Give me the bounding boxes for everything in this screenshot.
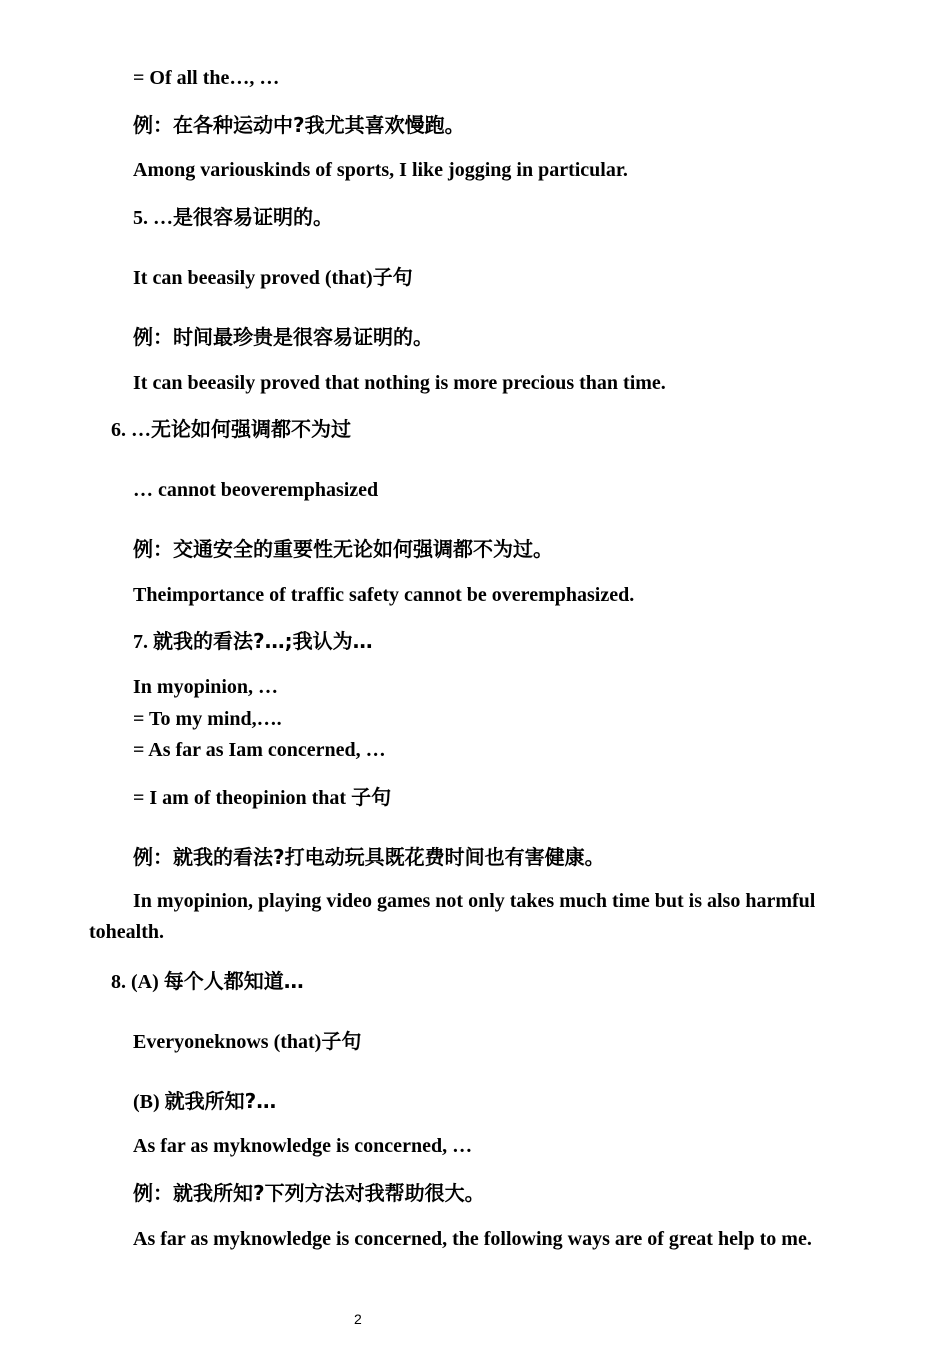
item-heading-5 (133, 205, 333, 230)
example-heading (133, 845, 605, 869)
text-run: 例：就我的看法?打电动玩具既花费时间也有害健康。 (133, 845, 605, 869)
item-heading-6 (111, 417, 351, 442)
text-run: It can beeasily proved (that) (133, 267, 373, 289)
text-run: In myopinion, … (133, 676, 279, 698)
item-number: 7. (133, 631, 153, 653)
text-run-cjk: 子句 (321, 1029, 362, 1053)
text-run: = Of all the…, … (133, 67, 280, 89)
text-run: … cannot beoveremphasized (133, 479, 379, 501)
text-run: = To my mind,…. (133, 708, 282, 730)
item-heading-7 (133, 629, 373, 654)
text-line (133, 675, 278, 699)
text-paragraph (89, 886, 889, 948)
text-run: 例：交通安全的重要性无论如何强调都不为过。 (133, 537, 553, 561)
item-heading-8 (111, 969, 304, 994)
text-run: 例：在各种运动中?我尤其喜欢慢跑。 (133, 113, 465, 137)
item-number: (B) (133, 1091, 165, 1113)
example-heading (133, 1181, 485, 1205)
text-run: = I am of theopinion that (133, 787, 352, 809)
example-heading (133, 113, 465, 137)
text-run: As far as myknowledge is concerned, the following ways are of great help to me. (133, 1228, 812, 1250)
text-line (133, 371, 666, 395)
text-line (133, 158, 628, 182)
text-line (133, 707, 282, 731)
text-line (133, 478, 378, 502)
item-title: 每个人都知道… (163, 969, 304, 993)
text-line (133, 1134, 472, 1158)
text-run-cjk: 子句 (372, 265, 413, 289)
item-number: 6. … (111, 419, 151, 441)
item-title: 就我所知?… (164, 1089, 277, 1113)
page-number: 2 (354, 1311, 362, 1327)
item-title: 就我的看法?…;我认为… (153, 629, 373, 653)
example-heading (133, 537, 553, 561)
text-run: In myopinion, playing video games not only takes much time but is also harmful tohealth. (89, 890, 816, 943)
text-run: 例：就我所知?下列方法对我帮助很大。 (133, 1181, 485, 1205)
text-run: Theimportance of traffic safety cannot be overemphasized. (133, 584, 635, 606)
text-line (133, 738, 386, 762)
text-line (133, 785, 391, 810)
text-line (133, 1227, 812, 1251)
text-run: = As far as Iam concerned, … (133, 739, 386, 761)
text-run: 例：时间最珍贵是很容易证明的。 (133, 325, 433, 349)
text-run-cjk: 子句 (351, 785, 392, 809)
text-run: Among variouskinds of sports, I like jogging in particular. (133, 159, 628, 181)
text-line (133, 66, 279, 90)
text-run: As far as myknowledge is concerned, … (133, 1135, 473, 1157)
text-line (133, 1029, 361, 1054)
text-run: It can beeasily proved that nothing is more precious than time. (133, 372, 666, 394)
item-number: 8. (A) (111, 971, 164, 993)
text-run: Everyoneknows (that) (133, 1031, 322, 1053)
text-line (133, 583, 634, 607)
item-title: 无论如何强调都不为过 (151, 417, 351, 441)
item-number: 5. … (133, 207, 173, 229)
text-line (133, 265, 413, 290)
example-heading (133, 325, 433, 349)
item-title: 是很容易证明的。 (173, 205, 333, 229)
sub-heading (133, 1089, 276, 1114)
